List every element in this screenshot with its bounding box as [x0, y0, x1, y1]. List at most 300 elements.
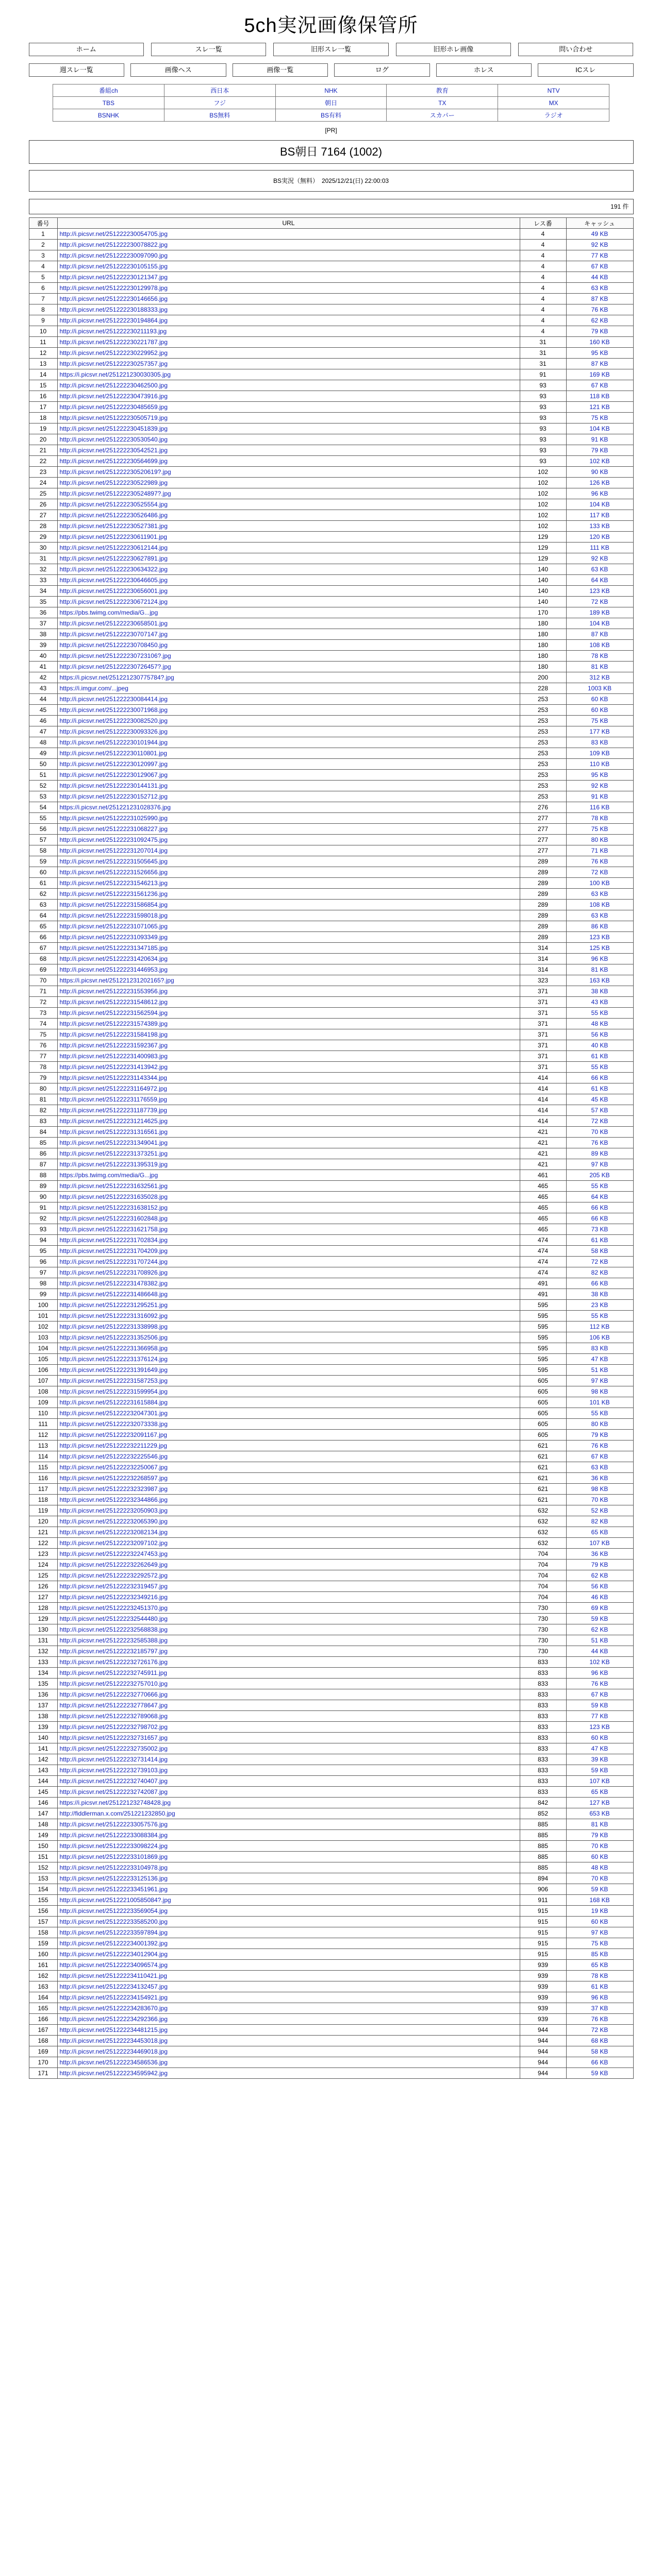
- image-url-link[interactable]: http://i.picsvr.net/251222233104978.jpg: [57, 1862, 520, 1873]
- image-url-link[interactable]: https://i.imgur.com/...jpeg: [57, 683, 520, 694]
- image-url-link[interactable]: http://i.picsvr.net/251222230485659.jpg: [57, 402, 520, 413]
- image-url-link[interactable]: http://i.picsvr.net/251222230530540.jpg: [57, 434, 520, 445]
- image-url-link[interactable]: http://i.picsvr.net/251222231347185.jpg: [57, 943, 520, 954]
- cache-link[interactable]: 64 KB: [566, 575, 633, 586]
- image-url-link[interactable]: http://i.picsvr.net/251222231584198.jpg: [57, 1029, 520, 1040]
- cache-link[interactable]: 96 KB: [566, 1668, 633, 1679]
- image-url-link[interactable]: http://i.picsvr.net/251222231708926.jpg: [57, 1267, 520, 1278]
- cache-link[interactable]: 43 KB: [566, 997, 633, 1008]
- cache-link[interactable]: 78 KB: [566, 813, 633, 824]
- image-url-link[interactable]: http://i.picsvr.net/251222230658501.jpg: [57, 618, 520, 629]
- cache-link[interactable]: 96 KB: [566, 954, 633, 964]
- image-url-link[interactable]: http://i.picsvr.net/251222231316561.jpg: [57, 1127, 520, 1138]
- cache-link[interactable]: 47 KB: [566, 1743, 633, 1754]
- image-url-link[interactable]: http://i.picsvr.net/251222232225546.jpg: [57, 1451, 520, 1462]
- cache-link[interactable]: 112 KB: [566, 1321, 633, 1332]
- cache-link[interactable]: 120 KB: [566, 532, 633, 543]
- cache-link[interactable]: 83 KB: [566, 1343, 633, 1354]
- image-url-link[interactable]: http://i.picsvr.net/251222231391649.jpg: [57, 1365, 520, 1376]
- cache-link[interactable]: 104 KB: [566, 423, 633, 434]
- image-url-link[interactable]: http://i.picsvr.net/251222231553956.jpg: [57, 986, 520, 997]
- image-url-link[interactable]: http://i.picsvr.net/251222232726176.jpg: [57, 1657, 520, 1668]
- cache-link[interactable]: 62 KB: [566, 315, 633, 326]
- image-url-link[interactable]: http://i.picsvr.net/251222234292366.jpg: [57, 2014, 520, 2025]
- image-url-link[interactable]: http://i.picsvr.net/251222232739103.jpg: [57, 1765, 520, 1776]
- image-url-link[interactable]: https://i.picsvr.net/251221232748428.jpg: [57, 1798, 520, 1808]
- cache-link[interactable]: 67 KB: [566, 380, 633, 391]
- channel-link[interactable]: 番組ch: [53, 84, 164, 97]
- image-url-link[interactable]: http://i.picsvr.net/251222230129067.jpg: [57, 770, 520, 781]
- image-url-link[interactable]: http://i.picsvr.net/251222230194864.jpg: [57, 315, 520, 326]
- image-url-link[interactable]: http://i.picsvr.net/251222232065390.jpg: [57, 1516, 520, 1527]
- cache-link[interactable]: 111 KB: [566, 543, 633, 553]
- cache-link[interactable]: 104 KB: [566, 499, 633, 510]
- image-url-link[interactable]: http://i.picsvr.net/251222233088384.jpg: [57, 1830, 520, 1841]
- image-url-link[interactable]: http://i.picsvr.net/251222230097090.jpg: [57, 250, 520, 261]
- cache-link[interactable]: 75 KB: [566, 1938, 633, 1949]
- cache-link[interactable]: 77 KB: [566, 1711, 633, 1722]
- image-url-link[interactable]: http://i.picsvr.net/251222232731657.jpg: [57, 1733, 520, 1743]
- cache-link[interactable]: 91 KB: [566, 434, 633, 445]
- nav-link[interactable]: 旧形スレ一覧: [273, 43, 388, 56]
- image-url-link[interactable]: http://i.picsvr.net/251222230462500.jpg: [57, 380, 520, 391]
- cache-link[interactable]: 51 KB: [566, 1365, 633, 1376]
- image-url-link[interactable]: http://i.picsvr.net/251222231707244.jpg: [57, 1257, 520, 1267]
- cache-link[interactable]: 36 KB: [566, 1549, 633, 1560]
- image-url-link[interactable]: http://i.picsvr.net/251222234096574.jpg: [57, 1960, 520, 1971]
- cache-link[interactable]: 116 KB: [566, 802, 633, 813]
- cache-link[interactable]: 102 KB: [566, 456, 633, 467]
- cache-link[interactable]: 104 KB: [566, 618, 633, 629]
- cache-link[interactable]: 97 KB: [566, 1927, 633, 1938]
- image-url-link[interactable]: http://i.picsvr.net/251222231638152.jpg: [57, 1202, 520, 1213]
- cache-link[interactable]: 72 KB: [566, 867, 633, 878]
- image-url-link[interactable]: http://i.picsvr.net/251222234283670.jpg: [57, 2003, 520, 2014]
- image-url-link[interactable]: http://i.picsvr.net/251222231561236.jpg: [57, 889, 520, 900]
- channel-link[interactable]: NHK: [275, 84, 387, 97]
- image-url-link[interactable]: http://i.picsvr.net/251222232250067.jpg: [57, 1462, 520, 1473]
- image-url-link[interactable]: http://i.picsvr.net/251222232268597.jpg: [57, 1473, 520, 1484]
- nav-link[interactable]: 旧形ホレ画像: [396, 43, 511, 56]
- image-url-link[interactable]: http://i.picsvr.net/251222231093349.jpg: [57, 932, 520, 943]
- image-url-link[interactable]: https://i.picsvr.net/251221231028376.jpg: [57, 802, 520, 813]
- image-url-link[interactable]: http://i.picsvr.net/251222231366958.jpg: [57, 1343, 520, 1354]
- cache-link[interactable]: 107 KB: [566, 1538, 633, 1549]
- cache-link[interactable]: 51 KB: [566, 1635, 633, 1646]
- image-url-link[interactable]: http://i.picsvr.net/251222230473916.jpg: [57, 391, 520, 402]
- image-url-link[interactable]: http://i.picsvr.net/251222231586854.jpg: [57, 900, 520, 910]
- cache-link[interactable]: 69 KB: [566, 1603, 633, 1614]
- image-url-link[interactable]: http://i.picsvr.net/251222231164972.jpg: [57, 1083, 520, 1094]
- image-url-link[interactable]: http://i.picsvr.net/251222231635028.jpg: [57, 1192, 520, 1202]
- image-url-link[interactable]: http://i.picsvr.net/251222230257357.jpg: [57, 359, 520, 369]
- cache-link[interactable]: 78 KB: [566, 651, 633, 662]
- image-url-link[interactable]: http://i.picsvr.net/251222231702834.jpg: [57, 1235, 520, 1246]
- image-url-link[interactable]: http://i.picsvr.net/251222230105155.jpg: [57, 261, 520, 272]
- cache-link[interactable]: 92 KB: [566, 781, 633, 791]
- image-url-link[interactable]: http://i.picsvr.net/251222230121347.jpg: [57, 272, 520, 283]
- image-url-link[interactable]: http://i.picsvr.net/251222100585084?.jpg: [57, 1895, 520, 1906]
- cache-link[interactable]: 76 KB: [566, 856, 633, 867]
- cache-link[interactable]: 65 KB: [566, 1787, 633, 1798]
- image-url-link[interactable]: http://i.picsvr.net/251222232568838.jpg: [57, 1624, 520, 1635]
- cache-link[interactable]: 55 KB: [566, 1181, 633, 1192]
- image-url-link[interactable]: http://i.picsvr.net/251222231092475.jpg: [57, 835, 520, 845]
- cache-link[interactable]: 83 KB: [566, 737, 633, 748]
- cache-link[interactable]: 59 KB: [566, 1614, 633, 1624]
- image-url-link[interactable]: http://i.picsvr.net/251222234586536.jpg: [57, 2057, 520, 2068]
- image-url-link[interactable]: http://i.picsvr.net/251222231587253.jpg: [57, 1376, 520, 1386]
- image-url-link[interactable]: http://i.picsvr.net/251222231395319.jpg: [57, 1159, 520, 1170]
- image-url-link[interactable]: http://i.picsvr.net/251222234012904.jpg: [57, 1949, 520, 1960]
- cache-link[interactable]: 45 KB: [566, 1094, 633, 1105]
- cache-link[interactable]: 76 KB: [566, 1440, 633, 1451]
- image-url-link[interactable]: http://i.picsvr.net/251222232047301.jpg: [57, 1408, 520, 1419]
- cache-link[interactable]: 169 KB: [566, 369, 633, 380]
- cache-link[interactable]: 102 KB: [566, 1657, 633, 1668]
- nav-link[interactable]: ホーム: [29, 43, 144, 56]
- channel-link[interactable]: MX: [498, 97, 609, 109]
- image-url-link[interactable]: http://i.picsvr.net/251222233098224.jpg: [57, 1841, 520, 1852]
- cache-link[interactable]: 39 KB: [566, 1754, 633, 1765]
- cache-link[interactable]: 110 KB: [566, 759, 633, 770]
- cache-link[interactable]: 87 KB: [566, 629, 633, 640]
- image-url-link[interactable]: https://pbs.twimg.com/media/G...jpg: [57, 607, 520, 618]
- cache-link[interactable]: 71 KB: [566, 845, 633, 856]
- cache-link[interactable]: 205 KB: [566, 1170, 633, 1181]
- image-url-link[interactable]: http://i.picsvr.net/251222230634322.jpg: [57, 564, 520, 575]
- cache-link[interactable]: 312 KB: [566, 672, 633, 683]
- image-url-link[interactable]: http://i.picsvr.net/251222231187739.jpg: [57, 1105, 520, 1116]
- image-url-link[interactable]: http://i.picsvr.net/251222231413942.jpg: [57, 1062, 520, 1073]
- image-url-link[interactable]: http://i.picsvr.net/251222231592367.jpg: [57, 1040, 520, 1051]
- image-url-link[interactable]: http://i.picsvr.net/251222230146656.jpg: [57, 294, 520, 304]
- image-url-link[interactable]: http://i.picsvr.net/251222231338998.jpg: [57, 1321, 520, 1332]
- nav-link[interactable]: 問い合わせ: [518, 43, 633, 56]
- image-url-link[interactable]: http://i.picsvr.net/251222231574389.jpg: [57, 1019, 520, 1029]
- image-url-link[interactable]: http://i.picsvr.net/251222232731414.jpg: [57, 1754, 520, 1765]
- image-url-link[interactable]: http://i.picsvr.net/251222232451370.jpg: [57, 1603, 520, 1614]
- cache-link[interactable]: 62 KB: [566, 1570, 633, 1581]
- cache-link[interactable]: 87 KB: [566, 359, 633, 369]
- cache-link[interactable]: 106 KB: [566, 1332, 633, 1343]
- cache-link[interactable]: 63 KB: [566, 889, 633, 900]
- cache-link[interactable]: 95 KB: [566, 348, 633, 359]
- image-url-link[interactable]: http://i.picsvr.net/251222231478382.jpg: [57, 1278, 520, 1289]
- cache-link[interactable]: 67 KB: [566, 1689, 633, 1700]
- image-url-link[interactable]: http://i.picsvr.net/251222230188333.jpg: [57, 304, 520, 315]
- subnav-link[interactable]: 週スレ一覧: [29, 63, 125, 77]
- cache-link[interactable]: 82 KB: [566, 1516, 633, 1527]
- image-url-link[interactable]: http://i.picsvr.net/251222230505719.jpg: [57, 413, 520, 423]
- image-url-link[interactable]: http://i.picsvr.net/251222231176559.jpg: [57, 1094, 520, 1105]
- cache-link[interactable]: 78 KB: [566, 1971, 633, 1981]
- cache-link[interactable]: 60 KB: [566, 694, 633, 705]
- channel-link[interactable]: BS有料: [275, 109, 387, 122]
- cache-link[interactable]: 87 KB: [566, 294, 633, 304]
- channel-link[interactable]: フジ: [164, 97, 275, 109]
- cache-link[interactable]: 76 KB: [566, 2014, 633, 2025]
- image-url-link[interactable]: http://i.picsvr.net/251222230082520.jpg: [57, 716, 520, 726]
- cache-link[interactable]: 60 KB: [566, 1852, 633, 1862]
- cache-link[interactable]: 66 KB: [566, 1202, 633, 1213]
- image-url-link[interactable]: http://i.picsvr.net/251222234110421.jpg: [57, 1971, 520, 1981]
- image-url-link[interactable]: http://i.picsvr.net/251222231207014.jpg: [57, 845, 520, 856]
- cache-link[interactable]: 59 KB: [566, 1700, 633, 1711]
- image-url-link[interactable]: http://i.picsvr.net/251222233125136.jpg: [57, 1873, 520, 1884]
- image-url-link[interactable]: http://i.picsvr.net/251222230708450.jpg: [57, 640, 520, 651]
- image-url-link[interactable]: http://i.picsvr.net/251222234132457.jpg: [57, 1981, 520, 1992]
- cache-link[interactable]: 90 KB: [566, 467, 633, 478]
- cache-link[interactable]: 76 KB: [566, 1138, 633, 1148]
- image-url-link[interactable]: http://i.picsvr.net/251222232097102.jpg: [57, 1538, 520, 1549]
- image-url-link[interactable]: http://i.picsvr.net/251222230672124.jpg: [57, 597, 520, 607]
- cache-link[interactable]: 80 KB: [566, 835, 633, 845]
- image-url-link[interactable]: http://i.picsvr.net/251222230522989.jpg: [57, 478, 520, 488]
- cache-link[interactable]: 57 KB: [566, 1105, 633, 1116]
- channel-link[interactable]: ラジオ: [498, 109, 609, 122]
- image-url-link[interactable]: http://i.picsvr.net/251222232740407.jpg: [57, 1776, 520, 1787]
- image-url-link[interactable]: http://i.picsvr.net/251222232050903.jpg: [57, 1505, 520, 1516]
- cache-link[interactable]: 125 KB: [566, 943, 633, 954]
- image-url-link[interactable]: http://i.picsvr.net/251222232323987.jpg: [57, 1484, 520, 1495]
- cache-link[interactable]: 63 KB: [566, 910, 633, 921]
- image-url-link[interactable]: http://i.picsvr.net/251222233057576.jpg: [57, 1819, 520, 1830]
- image-url-link[interactable]: http://i.picsvr.net/251222230526486.jpg: [57, 510, 520, 521]
- cache-link[interactable]: 63 KB: [566, 1462, 633, 1473]
- image-url-link[interactable]: http://i.picsvr.net/251222232185797.jpg: [57, 1646, 520, 1657]
- image-url-link[interactable]: http://i.picsvr.net/251222233451961.jpg: [57, 1884, 520, 1895]
- cache-link[interactable]: 79 KB: [566, 1430, 633, 1440]
- cache-link[interactable]: 56 KB: [566, 1029, 633, 1040]
- image-url-link[interactable]: http://i.picsvr.net/251222230093326.jpg: [57, 726, 520, 737]
- cache-link[interactable]: 160 KB: [566, 337, 633, 348]
- cache-link[interactable]: 66 KB: [566, 2057, 633, 2068]
- cache-link[interactable]: 67 KB: [566, 1451, 633, 1462]
- image-url-link[interactable]: http://i.picsvr.net/251222231598018.jpg: [57, 910, 520, 921]
- image-url-link[interactable]: http://i.picsvr.net/251222231632561.jpg: [57, 1181, 520, 1192]
- subnav-link[interactable]: 画像一覧: [233, 63, 328, 77]
- subnav-link[interactable]: 画像ヘス: [130, 63, 226, 77]
- image-url-link[interactable]: http://i.picsvr.net/251222230611901.jpg: [57, 532, 520, 543]
- cache-link[interactable]: 59 KB: [566, 1765, 633, 1776]
- cache-link[interactable]: 61 KB: [566, 1981, 633, 1992]
- image-url-link[interactable]: http://i.picsvr.net/251222232770666.jpg: [57, 1689, 520, 1700]
- image-url-link[interactable]: http://i.picsvr.net/251222232757010.jpg: [57, 1679, 520, 1689]
- image-url-link[interactable]: http://i.picsvr.net/251222230054705.jpg: [57, 229, 520, 240]
- channel-link[interactable]: スカパー: [387, 109, 498, 122]
- cache-link[interactable]: 653 KB: [566, 1808, 633, 1819]
- cache-link[interactable]: 76 KB: [566, 304, 633, 315]
- cache-link[interactable]: 79 KB: [566, 326, 633, 337]
- cache-link[interactable]: 123 KB: [566, 586, 633, 597]
- cache-link[interactable]: 61 KB: [566, 1083, 633, 1094]
- channel-link[interactable]: 教育: [387, 84, 498, 97]
- cache-link[interactable]: 44 KB: [566, 1646, 633, 1657]
- image-url-link[interactable]: http://fiddlerman.x.com/251221232850.jpg: [57, 1808, 520, 1819]
- cache-link[interactable]: 121 KB: [566, 402, 633, 413]
- image-url-link[interactable]: http://i.picsvr.net/251222232247453.jpg: [57, 1549, 520, 1560]
- cache-link[interactable]: 66 KB: [566, 1073, 633, 1083]
- image-url-link[interactable]: http://i.picsvr.net/251222230101944.jpg: [57, 737, 520, 748]
- cache-link[interactable]: 65 KB: [566, 1960, 633, 1971]
- cache-link[interactable]: 80 KB: [566, 1419, 633, 1430]
- image-url-link[interactable]: http://i.picsvr.net/251222232091167.jpg: [57, 1430, 520, 1440]
- image-url-link[interactable]: http://i.picsvr.net/251222231376124.jpg: [57, 1354, 520, 1365]
- channel-link[interactable]: BS無料: [164, 109, 275, 122]
- cache-link[interactable]: 89 KB: [566, 1148, 633, 1159]
- cache-link[interactable]: 55 KB: [566, 1008, 633, 1019]
- image-url-link[interactable]: http://i.picsvr.net/251222230524897?.jpg: [57, 488, 520, 499]
- image-url-link[interactable]: http://i.picsvr.net/251222233101869.jpg: [57, 1852, 520, 1862]
- image-url-link[interactable]: http://i.picsvr.net/251222234469018.jpg: [57, 2046, 520, 2057]
- image-url-link[interactable]: http://i.picsvr.net/251222231546213.jpg: [57, 878, 520, 889]
- cache-link[interactable]: 127 KB: [566, 1798, 633, 1808]
- cache-link[interactable]: 55 KB: [566, 1408, 633, 1419]
- cache-link[interactable]: 97 KB: [566, 1159, 633, 1170]
- cache-link[interactable]: 79 KB: [566, 445, 633, 456]
- image-url-link[interactable]: https://i.picsvr.net/251221231202165?.jpg: [57, 975, 520, 986]
- image-url-link[interactable]: http://i.picsvr.net/251222233585200.jpg: [57, 1917, 520, 1927]
- cache-link[interactable]: 76 KB: [566, 1679, 633, 1689]
- cache-link[interactable]: 56 KB: [566, 1581, 633, 1592]
- image-url-link[interactable]: https://i.picsvr.net/251221230030305.jpg: [57, 369, 520, 380]
- image-url-link[interactable]: http://i.picsvr.net/251222230723106?.jpg: [57, 651, 520, 662]
- image-url-link[interactable]: http://i.picsvr.net/251222230120997.jpg: [57, 759, 520, 770]
- image-url-link[interactable]: http://i.picsvr.net/251222230221787.jpg: [57, 337, 520, 348]
- image-url-link[interactable]: http://i.picsvr.net/251222232745911.jpg: [57, 1668, 520, 1679]
- cache-link[interactable]: 91 KB: [566, 791, 633, 802]
- cache-link[interactable]: 81 KB: [566, 662, 633, 672]
- image-url-link[interactable]: http://i.picsvr.net/251222230078822.jpg: [57, 240, 520, 250]
- image-url-link[interactable]: http://i.picsvr.net/251222234001392.jpg: [57, 1938, 520, 1949]
- cache-link[interactable]: 126 KB: [566, 478, 633, 488]
- image-url-link[interactable]: http://i.picsvr.net/251222231214625.jpg: [57, 1116, 520, 1127]
- image-url-link[interactable]: http://i.picsvr.net/251222230542521.jpg: [57, 445, 520, 456]
- image-url-link[interactable]: http://i.picsvr.net/251222232073338.jpg: [57, 1419, 520, 1430]
- image-url-link[interactable]: http://i.picsvr.net/251222231562594.jpg: [57, 1008, 520, 1019]
- image-url-link[interactable]: http://i.picsvr.net/251222232735002.jpg: [57, 1743, 520, 1754]
- subnav-link[interactable]: ICスレ: [538, 63, 634, 77]
- subnav-link[interactable]: ログ: [334, 63, 430, 77]
- cache-link[interactable]: 81 KB: [566, 964, 633, 975]
- image-url-link[interactable]: http://i.picsvr.net/251222233569054.jpg: [57, 1906, 520, 1917]
- image-url-link[interactable]: http://i.picsvr.net/251222230110801.jpg: [57, 748, 520, 759]
- cache-link[interactable]: 46 KB: [566, 1592, 633, 1603]
- image-url-link[interactable]: http://i.picsvr.net/251222231704209.jpg: [57, 1246, 520, 1257]
- cache-link[interactable]: 70 KB: [566, 1127, 633, 1138]
- image-url-link[interactable]: http://i.picsvr.net/251222230211193.jpg: [57, 326, 520, 337]
- image-url-link[interactable]: http://i.picsvr.net/251222232349216.jpg: [57, 1592, 520, 1603]
- cache-link[interactable]: 85 KB: [566, 1949, 633, 1960]
- cache-link[interactable]: 37 KB: [566, 2003, 633, 2014]
- cache-link[interactable]: 98 KB: [566, 1484, 633, 1495]
- cache-link[interactable]: 92 KB: [566, 240, 633, 250]
- nav-link[interactable]: スレ一覧: [151, 43, 266, 56]
- image-url-link[interactable]: http://i.picsvr.net/251222230152712.jpg: [57, 791, 520, 802]
- cache-link[interactable]: 64 KB: [566, 1192, 633, 1202]
- cache-link[interactable]: 108 KB: [566, 900, 633, 910]
- cache-link[interactable]: 189 KB: [566, 607, 633, 618]
- image-url-link[interactable]: http://i.picsvr.net/251222232585388.jpg: [57, 1635, 520, 1646]
- image-url-link[interactable]: http://i.picsvr.net/251222231505645.jpg: [57, 856, 520, 867]
- image-url-link[interactable]: http://i.picsvr.net/251222231068227.jpg: [57, 824, 520, 835]
- cache-link[interactable]: 47 KB: [566, 1354, 633, 1365]
- cache-link[interactable]: 67 KB: [566, 261, 633, 272]
- channel-link[interactable]: TBS: [53, 97, 164, 109]
- image-url-link[interactable]: http://i.picsvr.net/251222232262649.jpg: [57, 1560, 520, 1570]
- cache-link[interactable]: 108 KB: [566, 640, 633, 651]
- cache-link[interactable]: 19 KB: [566, 1906, 633, 1917]
- cache-link[interactable]: 82 KB: [566, 1267, 633, 1278]
- image-url-link[interactable]: http://i.picsvr.net/251222231599954.jpg: [57, 1386, 520, 1397]
- cache-link[interactable]: 96 KB: [566, 488, 633, 499]
- cache-link[interactable]: 123 KB: [566, 1722, 633, 1733]
- image-url-link[interactable]: http://i.picsvr.net/251222230144131.jpg: [57, 781, 520, 791]
- channel-link[interactable]: 西日本: [164, 84, 275, 97]
- image-url-link[interactable]: http://i.picsvr.net/251222230564699.jpg: [57, 456, 520, 467]
- cache-link[interactable]: 65 KB: [566, 1527, 633, 1538]
- image-url-link[interactable]: http://i.picsvr.net/251222234595942.jpg: [57, 2068, 520, 2079]
- image-url-link[interactable]: http://i.picsvr.net/251222231420634.jpg: [57, 954, 520, 964]
- cache-link[interactable]: 101 KB: [566, 1397, 633, 1408]
- cache-link[interactable]: 96 KB: [566, 1992, 633, 2003]
- cache-link[interactable]: 100 KB: [566, 878, 633, 889]
- image-url-link[interactable]: http://i.picsvr.net/251222230229952.jpg: [57, 348, 520, 359]
- image-url-link[interactable]: http://i.picsvr.net/251222233597894.jpg: [57, 1927, 520, 1938]
- cache-link[interactable]: 38 KB: [566, 986, 633, 997]
- image-url-link[interactable]: http://i.picsvr.net/251222232742087.jpg: [57, 1787, 520, 1798]
- image-url-link[interactable]: http://i.picsvr.net/251222234154921.jpg: [57, 1992, 520, 2003]
- cache-link[interactable]: 61 KB: [566, 1235, 633, 1246]
- cache-link[interactable]: 72 KB: [566, 1257, 633, 1267]
- cache-link[interactable]: 97 KB: [566, 1376, 633, 1386]
- cache-link[interactable]: 72 KB: [566, 2025, 633, 2036]
- cache-link[interactable]: 81 KB: [566, 1819, 633, 1830]
- cache-link[interactable]: 98 KB: [566, 1386, 633, 1397]
- cache-link[interactable]: 66 KB: [566, 1278, 633, 1289]
- channel-link[interactable]: TX: [387, 97, 498, 109]
- image-url-link[interactable]: http://i.picsvr.net/251222231071065.jpg: [57, 921, 520, 932]
- image-url-link[interactable]: http://i.picsvr.net/251222231486648.jpg: [57, 1289, 520, 1300]
- cache-link[interactable]: 107 KB: [566, 1776, 633, 1787]
- cache-link[interactable]: 38 KB: [566, 1289, 633, 1300]
- image-url-link[interactable]: http://i.picsvr.net/251222232344866.jpg: [57, 1495, 520, 1505]
- channel-link[interactable]: NTV: [498, 84, 609, 97]
- cache-link[interactable]: 72 KB: [566, 597, 633, 607]
- image-url-link[interactable]: http://i.picsvr.net/251222234453018.jpg: [57, 2036, 520, 2046]
- cache-link[interactable]: 168 KB: [566, 1895, 633, 1906]
- image-url-link[interactable]: http://i.picsvr.net/251222232319457.jpg: [57, 1581, 520, 1592]
- cache-link[interactable]: 52 KB: [566, 1505, 633, 1516]
- image-url-link[interactable]: http://i.picsvr.net/251222230520619?.jpg: [57, 467, 520, 478]
- image-url-link[interactable]: http://i.picsvr.net/251222230527381.jpg: [57, 521, 520, 532]
- cache-link[interactable]: 49 KB: [566, 229, 633, 240]
- image-url-link[interactable]: http://i.picsvr.net/251222230707147.jpg: [57, 629, 520, 640]
- image-url-link[interactable]: http://i.picsvr.net/251222230084414.jpg: [57, 694, 520, 705]
- image-url-link[interactable]: http://i.picsvr.net/251222232544480.jpg: [57, 1614, 520, 1624]
- cache-link[interactable]: 63 KB: [566, 564, 633, 575]
- image-url-link[interactable]: http://i.picsvr.net/251222231621758.jpg: [57, 1224, 520, 1235]
- image-url-link[interactable]: http://i.picsvr.net/251222230071968.jpg: [57, 705, 520, 716]
- image-url-link[interactable]: http://i.picsvr.net/251222230646605.jpg: [57, 575, 520, 586]
- cache-link[interactable]: 48 KB: [566, 1862, 633, 1873]
- cache-link[interactable]: 86 KB: [566, 921, 633, 932]
- image-url-link[interactable]: http://i.picsvr.net/251222231316092.jpg: [57, 1311, 520, 1321]
- channel-link[interactable]: 朝日: [275, 97, 387, 109]
- cache-link[interactable]: 70 KB: [566, 1841, 633, 1852]
- image-url-link[interactable]: http://i.picsvr.net/251222230612144.jpg: [57, 543, 520, 553]
